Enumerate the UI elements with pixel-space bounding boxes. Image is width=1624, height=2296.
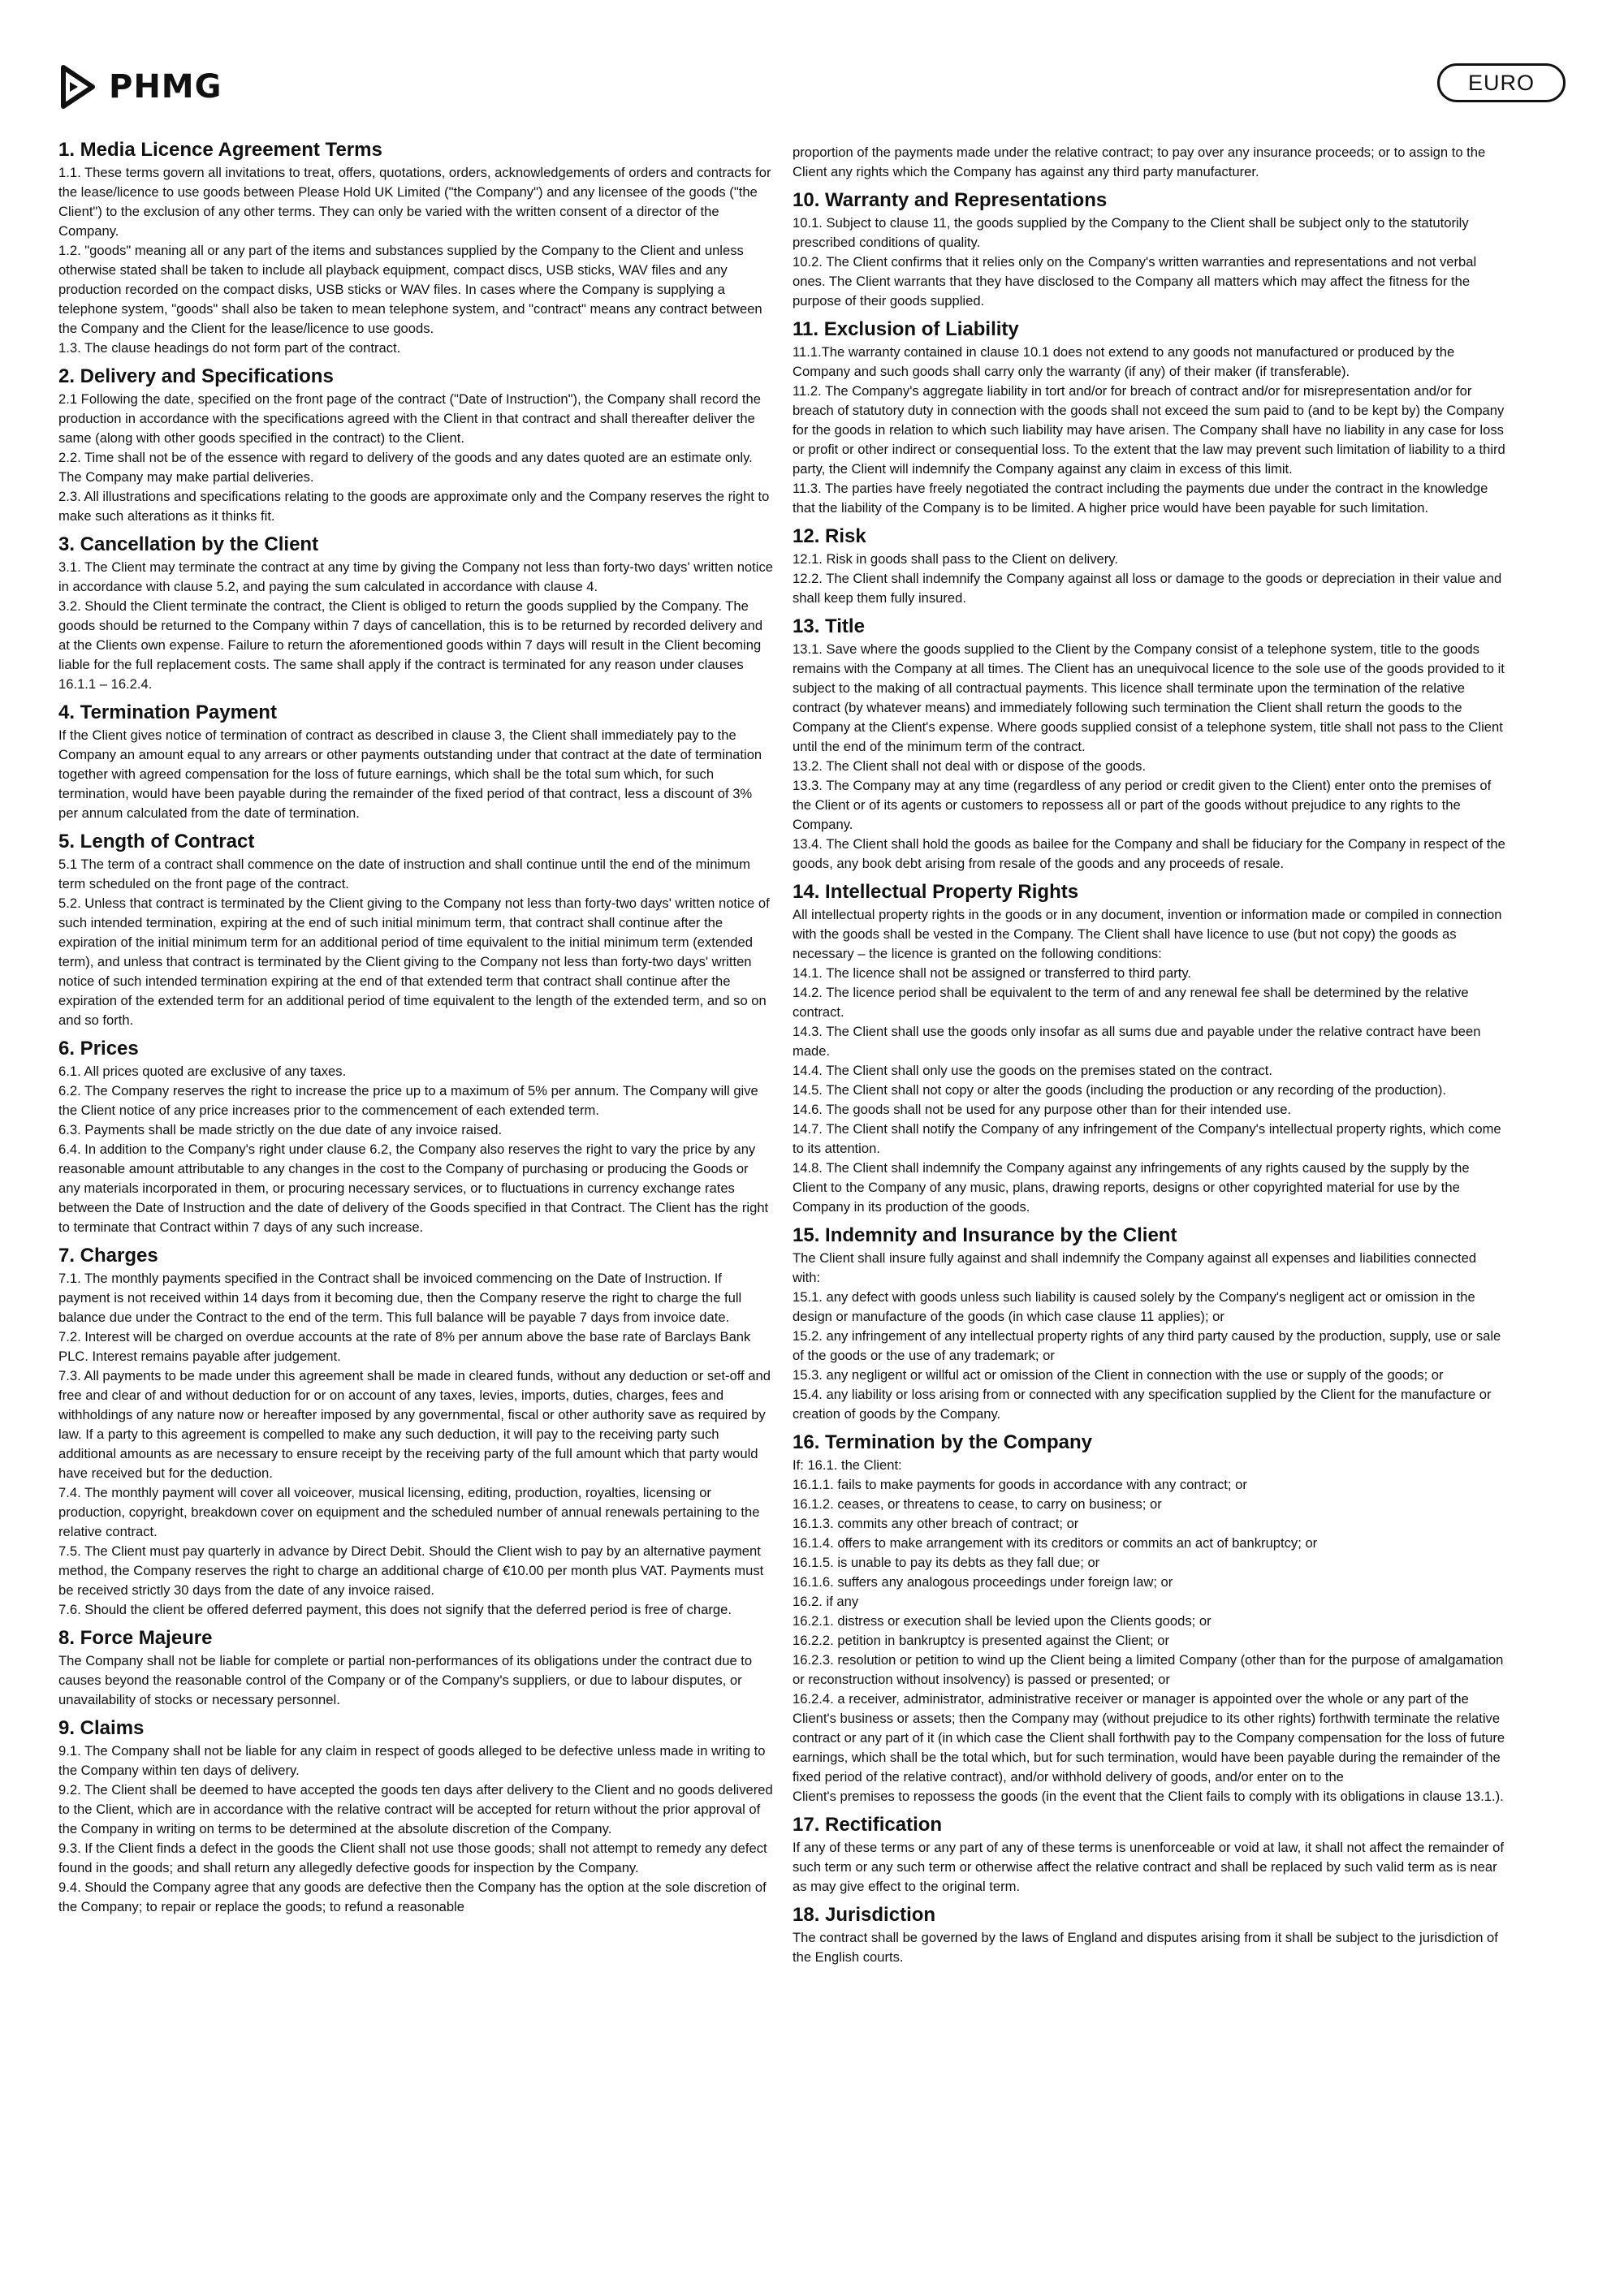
clause-text: 14.5. The Client shall not copy or alter the goods (including the production or any recording of the production). xyxy=(793,1082,1446,1098)
terms-section xyxy=(58,830,773,1030)
terms-column-right xyxy=(793,143,1507,1974)
clause-text: 3.1. The Client may terminate the contract at any time by giving the Company not less than forty-two days' written notice in accordance with clause 5.2, and paying the sum calculated in accordance with clause 4. xyxy=(58,559,773,594)
clause-text: If the Client gives notice of termination of contract as described in clause 3, the Client shall immediately pay to the Company an amount equal to any arrears or other payments outstanding under that contract at the date of termination together with agreed compensation for the loss of future earnings, which shall be the total sum which, for such termination, would have been payable during the remainder of the fixed period of that contract, less a discount of 3% per annum calculated from the date of termination. xyxy=(58,727,762,821)
terms-section xyxy=(58,138,773,358)
section-heading: 18. Jurisdiction xyxy=(793,1904,936,1926)
clause-text: 11.2. The Company's aggregate liability in tort and/or for breach of contract and/or for misrepresentation and/or for breach of statutory duty in connection with the goods shall not exceed the sum paid to (and to be kept by) the Company for the goods in relation to which such liability may have arisen. The Company shall have no liability in any case for loss or profit or other indirect or consequential loss. To the extent that the law may prevent such limitation of liability to a third party, the Client will indemnify the Company against any claim in excess of this limit. xyxy=(793,383,1505,477)
terms-section xyxy=(793,880,1507,1217)
clause-text: 6.4. In addition to the Company's right under clause 6.2, the Company also reserves the right to vary the price by any reasonable amount attributable to any changes in the cost to the Company of purchasing or producing the Goods or any materials incorporated in them, or procuring necessary services, or to fluctuations in currency exchange rates between the Date of Instruction and the date of delivery of the Goods specified in that Contract. The Client has the right to terminate that Contract within 7 days of any such increase. xyxy=(58,1142,769,1235)
clause-text: 12.1. Risk in goods shall pass to the Client on delivery. xyxy=(793,551,1118,567)
clause-text: 15.3. any negligent or willful act or omission of the Client in connection with the use or supply of the goods; or xyxy=(793,1367,1444,1383)
clause-text: 13.2. The Client shall not deal with or dispose of the goods. xyxy=(793,758,1147,774)
section-heading: 8. Force Majeure xyxy=(58,1627,213,1649)
clause-text: 15.1. any defect with goods unless such liability is caused solely by the Company's negligent act or omission in the design or manufacture of the goods (in which case clause 11 applies); or xyxy=(793,1289,1475,1324)
clause-text: 16.2.4. a receiver, administrator, administrative receiver or manager is appointed over the whole or any part of the Client's business or assets; then the Company may (without prejudice to its other rights) forthwith terminate the relative contract or any part of it (in which case the Client shall forthwith pay to the Company compensation for the loss of future earnings, which shall be the total which, but for such termination, would have been payable during the remainder of the fixed period of the relative contract), and/or withhold delivery of goods, and/or enter on to the xyxy=(793,1691,1505,1785)
terms-section xyxy=(58,1244,773,1620)
terms-section xyxy=(58,1716,773,1917)
clause-text: 13.3. The Company may at any time (regardless of any period or credit given to the Client) enter onto the premises of the Client or of its agents or customers to repossess all or part of the goods without prejudice to any rights to the Company. xyxy=(793,778,1492,832)
clause-text: 2.1 Following the date, specified on the front page of the contract ("Date of Instruction"), the Company shall record the production in accordance with the specifications agreed with the Client in that contract and shall thereafter deliver the same (along with other goods specified in the contract) to the Client. xyxy=(58,391,761,446)
section-heading: 5. Length of Contract xyxy=(58,831,255,852)
section-heading: 6. Prices xyxy=(58,1038,139,1060)
play-logo-icon xyxy=(58,63,97,111)
terms-section xyxy=(793,615,1507,874)
clause-text: If: 16.1. the Client: xyxy=(793,1457,902,1473)
clause-text: If any of these terms or any part of any of these terms is unenforceable or void at law, it shall not affect the remainder of such term or any such term or otherwise affect the relative contract and shall be replaced by such valid term as is near as may give effect to the original term. xyxy=(793,1840,1504,1894)
terms-section xyxy=(793,1224,1507,1424)
section-heading: 2. Delivery and Specifications xyxy=(58,365,334,387)
clause-text: 5.1 The term of a contract shall commence on the date of instruction and shall continue until the end of the minimum term scheduled on the front page of the contract. xyxy=(58,857,750,891)
clause-text: 9.1. The Company shall not be liable for any claim in respect of goods alleged to be defective unless made in writing to the Company within ten days of delivery. xyxy=(58,1743,766,1778)
clause-text: 16.1.5. is unable to pay its debts as they fall due; or xyxy=(793,1555,1100,1570)
clause-text: 14.1. The licence shall not be assigned or transferred to third party. xyxy=(793,965,1192,981)
clause-text: 12.2. The Client shall indemnify the Company against all loss or damage to the goods or depreciation in their value and shall keep them fully insured. xyxy=(793,571,1502,606)
terms-section xyxy=(793,1431,1507,1806)
clause-text: All intellectual property rights in the goods or in any document, invention or information made or compiled in connection with the goods shall be vested in the Company. The Client shall have licence to use (but not copy) the goods as necessary – the licence is granted on the following conditions: xyxy=(793,907,1502,961)
terms-section xyxy=(58,533,773,694)
section-heading: 3. Cancellation by the Client xyxy=(58,533,319,555)
clause-text: 6.2. The Company reserves the right to increase the price up to a maximum of 5% per annum. The Company will give the Client notice of any price increases prior to the commencement of each extended term. xyxy=(58,1083,758,1118)
clause-text: 15.2. any infringement of any intellectual property rights of any third party caused by the production, supply, use or sale of the goods or the use of any trademark; or xyxy=(793,1328,1501,1363)
terms-section xyxy=(58,1037,773,1237)
terms-column-left xyxy=(58,138,773,1923)
clause-text: 11.3. The parties have freely negotiated the contract including the payments due under the contract in the knowledge that the liability of the Company is to be limited. A higher price would have been payable for such limitation. xyxy=(793,481,1488,516)
clause-text: 16.2.1. distress or execution shall be levied upon the Clients goods; or xyxy=(793,1613,1212,1629)
terms-section xyxy=(793,524,1507,608)
region-badge: EURO xyxy=(1437,63,1566,102)
clause-text: 7.3. All payments to be made under this agreement shall be made in cleared funds, without any deduction or set-off and free and clear of and without deduction for or on account of any taxes, levies, imports, duties, charges, fees and withholdings of any nature now or hereafter imposed by any governmental, fiscal or other authority save as required by law. If a party to this agreement is compelled to make any such deduction, it will pay to the receiving party such additional amounts as are necessary to ensure receipt by the receiving party of the full amount which that party would have received but for the deduction. xyxy=(58,1368,771,1481)
clause-text: 10.1. Subject to clause 11, the goods supplied by the Company to the Client shall be subject only to the statutorily prescribed conditions of quality. xyxy=(793,215,1469,250)
clause-text: 14.8. The Client shall indemnify the Company against any infringements of any rights caused by the supply by the Client to the Company of any music, plans, drawing reports, designs or other copyrighted material for use by the Company in its production of the goods. xyxy=(793,1160,1470,1215)
clause-text: 2.3. All illustrations and specifications relating to the goods are approximate only and the Company reserves the right to make such alterations as it thinks fit. xyxy=(58,489,770,524)
clause-text: The contract shall be governed by the laws of England and disputes arising from it shall be subject to the jurisdiction of the English courts. xyxy=(793,1930,1498,1965)
terms-section xyxy=(793,143,1507,182)
terms-section xyxy=(793,1813,1507,1897)
clause-text: 14.3. The Client shall use the goods only insofar as all sums due and payable under the relative contract have been made. xyxy=(793,1024,1481,1059)
clause-text: 1.1. These terms govern all invitations to treat, offers, quotations, orders, acknowledgements of orders and contracts for the lease/licence to use goods between Please Hold UK Limited ("the Company") and any licensee of the goods ("the Client") to the exclusion of any other terms. They can only be varied with the written consent of a director of the Company. xyxy=(58,165,771,239)
clause-text: 16.1.2. ceases, or threatens to cease, to carry on business; or xyxy=(793,1496,1162,1512)
clause-text: 7.2. Interest will be charged on overdue accounts at the rate of 8% per annum above the base rate of Barclays Bank PLC. Interest remains payable after judgement. xyxy=(58,1329,751,1364)
clause-text: 16.2.2. petition in bankruptcy is presented against the Client; or xyxy=(793,1633,1169,1648)
clause-text: 6.1. All prices quoted are exclusive of any taxes. xyxy=(58,1064,347,1079)
clause-text: 16.1.4. offers to make arrangement with its creditors or commits an act of bankruptcy; or xyxy=(793,1535,1318,1551)
clause-text: Client's premises to repossess the goods (in the event that the Client fails to comply with its obligations in clause 13.1.). xyxy=(793,1789,1504,1804)
clause-text: 9.2. The Client shall be deemed to have accepted the goods ten days after delivery to the Client and no goods delivered to the Client, which are in accordance with the relative contract will be accepted for return without the prior approval of the Company in writing on terms to be determined at the absolute discretion of the Company. xyxy=(58,1782,773,1836)
clause-text: 7.4. The monthly payment will cover all voiceover, musical licensing, editing, production, royalties, licensing or production, copyright, breakdown cover on equipment and the scheduled number of annual renewals pertaining to the relative contract. xyxy=(58,1485,760,1539)
clause-text: 15.4. any liability or loss arising from or connected with any specification supplied by the Client for the manufacture or creation of goods by the Company. xyxy=(793,1387,1492,1422)
section-heading: 17. Rectification xyxy=(793,1814,943,1836)
clause-text: proportion of the payments made under the relative contract; to pay over any insurance proceeds; or to assign to the Client any rights which the Company has against any third party manufacturer. xyxy=(793,145,1486,179)
clause-text: 14.7. The Client shall notify the Company of any infringement of the Company's intellectual property rights, which come to its attention. xyxy=(793,1121,1501,1156)
section-heading: 11. Exclusion of Liability xyxy=(793,318,1019,340)
section-heading: 9. Claims xyxy=(58,1717,145,1739)
clause-text: 7.1. The monthly payments specified in the Contract shall be invoiced commencing on the Date of Instruction. If payment is not received within 14 days from it becoming due, then the Company reserve the right to charge the full balance due under the Contract to the end of the term. This full balance will be payable 7 days from invoice date. xyxy=(58,1271,742,1325)
terms-section xyxy=(58,701,773,823)
clause-text: 16.2.3. resolution or petition to wind up the Client being a limited Company (other than for the purpose of amalgamation or reconstruction without insolvency) is passed or presented; or xyxy=(793,1652,1504,1687)
section-heading: 14. Intellectual Property Rights xyxy=(793,881,1079,903)
clause-text: 14.4. The Client shall only use the goods on the premises stated on the contract. xyxy=(793,1063,1272,1078)
section-heading: 10. Warranty and Representations xyxy=(793,189,1108,211)
clause-text: The Client shall insure fully against and shall indemnify the Company against all expenses and liabilities connected with: xyxy=(793,1250,1477,1285)
clause-text: 7.6. Should the client be offered deferred payment, this does not signify that the deferred period is free of charge. xyxy=(58,1602,732,1617)
clause-text: The Company shall not be liable for complete or partial non-performances of its obligations under the contract due to causes beyond the reasonable control of the Company or of the Company's suppliers, or due to labour disputes, or unavailability of stocks or necessary personnel. xyxy=(58,1653,753,1707)
clause-text: 13.1. Save where the goods supplied to the Client by the Company consist of a telephone system, title to the goods remains with the Company at all times. The Client has an unequivocal licence to the sole use of the goods provided to it subject to the making of all contractual payments. This licence shall terminate upon the termination of the relative contract (by whatever means) and immediately following such termination the Client shall return the goods to the Company at the Client's expense. Where goods supplied consist of a telephone system, title shall not pass to the Client until the end of the minimum term of the contract. xyxy=(793,641,1505,754)
clause-text: 7.5. The Client must pay quarterly in advance by Direct Debit. Should the Client wish to pay by an alternative payment method, the Company reserves the right to charge an additional charge of €10.00 per month plus VAT. Payments must be received strictly 30 days from the date of any invoice raised. xyxy=(58,1543,764,1598)
clause-text: 2.2. Time shall not be of the essence with regard to delivery of the goods and any dates quoted are an estimate only. The Company may make partial deliveries. xyxy=(58,450,753,485)
section-heading: 1. Media Licence Agreement Terms xyxy=(58,139,382,161)
clause-text: 14.2. The licence period shall be equivalent to the term of and any renewal fee shall be determined by the relative contract. xyxy=(793,985,1469,1020)
clause-text: 1.3. The clause headings do not form part of the contract. xyxy=(58,340,401,356)
section-heading: 13. Title xyxy=(793,615,865,637)
brand-logo xyxy=(58,58,222,115)
section-heading: 4. Termination Payment xyxy=(58,701,277,723)
clause-text: 16.1.1. fails to make payments for goods in accordance with any contract; or xyxy=(793,1477,1247,1492)
section-heading: 16. Termination by the Company xyxy=(793,1431,1092,1453)
clause-text: 5.2. Unless that contract is terminated by the Client giving to the Company not less than forty-two days' written notice of such intended termination, expiring at the end of such initial minimum term, that contract shall continue after the expiration of the initial minimum term for an additional period of time equivalent to the initial minimum term (extended term), and unless that contract is terminated by the Client giving to the Company not less than forty-two days' written notice of such intended termination expiring at the end of that extended term that contract shall continue after the expiration of the extended term for an additional period of time equivalent to the length of the extended term, and so on and so forth. xyxy=(58,896,770,1028)
section-heading: 15. Indemnity and Insurance by the Client xyxy=(793,1224,1177,1246)
clause-text: 3.2. Should the Client terminate the contract, the Client is obliged to return the goods supplied by the Company. The goods should be returned to the Company within 7 days of cancellation, this is to be returned by recorded delivery and at the Clients own expense. Failure to return the aforementioned goods within 7 days will result in the Client becoming liable for the full replacement costs. The same shall apply if the contract is terminated for any reason under clauses 16.1.1 – 16.2.4. xyxy=(58,598,763,692)
clause-text: 9.4. Should the Company agree that any goods are defective then the Company has the option at the sole discretion of the Company; to repair or replace the goods; to refund a reasonable xyxy=(58,1880,767,1914)
clause-text: 13.4. The Client shall hold the goods as bailee for the Company and shall be fiduciary for the Company in respect of the goods, any book debt arising from resale of the goods and any proceeds of resale. xyxy=(793,836,1505,871)
terms-section xyxy=(58,365,773,526)
clause-text: 11.1.The warranty contained in clause 10.1 does not extend to any goods not manufactured or produced by the Company and such goods shall carry only the warranty (if any) of their maker (if transferable). xyxy=(793,344,1455,379)
terms-section xyxy=(58,1626,773,1710)
clause-text: 9.3. If the Client finds a defect in the goods the Client shall not use those goods; shall not attempt to remedy any defect found in the goods; and shall return any allegedly defective goods for inspection by the Company. xyxy=(58,1841,767,1875)
clause-text: 14.6. The goods shall not be used for any purpose other than for their intended use. xyxy=(793,1102,1292,1117)
terms-section xyxy=(793,188,1507,311)
clause-text: 16.1.3. commits any other breach of contract; or xyxy=(793,1516,1079,1531)
clause-text: 16.2. if any xyxy=(793,1594,859,1609)
clause-text: 16.1.6. suffers any analogous proceedings under foreign law; or xyxy=(793,1574,1173,1590)
terms-section xyxy=(793,317,1507,518)
clause-text: 6.3. Payments shall be made strictly on the due date of any invoice raised. xyxy=(58,1122,503,1137)
section-heading: 12. Risk xyxy=(793,525,866,547)
brand-name: PHMG xyxy=(109,68,222,106)
terms-section xyxy=(793,1903,1507,1967)
page-header xyxy=(58,58,1566,115)
section-heading: 7. Charges xyxy=(58,1245,158,1267)
clause-text: 10.2. The Client confirms that it relies only on the Company's written warranties and representations and not verbal ones. The Client warrants that they have disclosed to the Company all matters which may affect the fitness for the purpose of their goods supplied. xyxy=(793,254,1477,309)
clause-text: 1.2. "goods" meaning all or any part of the items and substances supplied by the Company to the Client and unless otherwise stated shall be taken to include all playback equipment, compact discs, USB sticks, WAV files and any production recorded on the compact disks, USB sticks or WAV files. In cases where the Company is supplying a telephone system, "goods" shall also be taken to mean telephone system, and "contract" means any contract between the Company and the Client for the lease/licence to use goods. xyxy=(58,243,762,336)
